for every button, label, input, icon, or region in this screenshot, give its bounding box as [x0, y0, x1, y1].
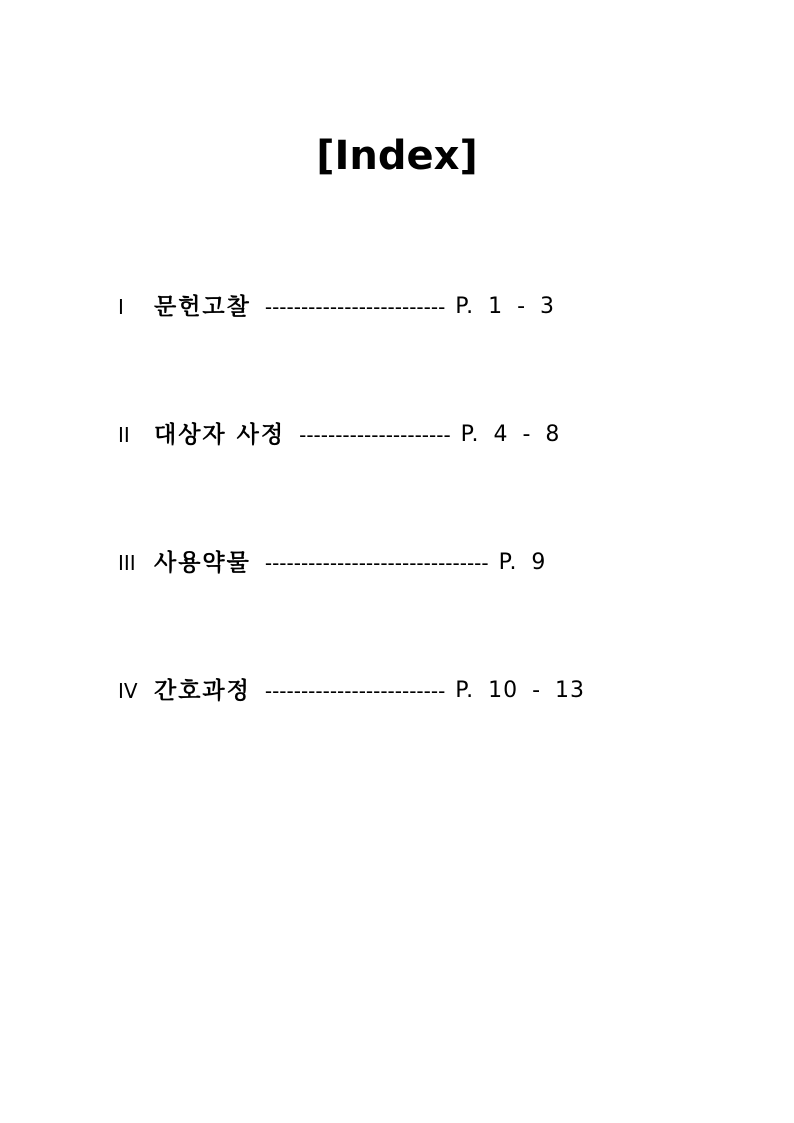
- toc-heading: 문헌고찰: [154, 294, 251, 320]
- page-title: [Index]: [316, 133, 478, 179]
- toc-page-range: P. 9: [498, 550, 547, 575]
- toc-page-range: P. 4 - 8: [460, 422, 561, 447]
- toc-page-range: P. 1 - 3: [455, 294, 556, 319]
- toc-leader: -------------------------: [264, 295, 446, 319]
- toc-entry-1: [118, 289, 555, 325]
- toc-numeral: IV: [118, 679, 138, 703]
- toc-numeral: III: [118, 551, 136, 575]
- toc-leader: -------------------------------: [264, 551, 489, 575]
- toc-numeral: II: [118, 423, 130, 447]
- toc-heading: 간호과정: [154, 678, 251, 704]
- toc-heading: 대상자 사정: [154, 422, 286, 448]
- toc-leader: -------------------------: [264, 679, 446, 703]
- toc-heading: 사용약물: [154, 550, 251, 576]
- toc-page-range: P. 10 - 13: [455, 678, 586, 703]
- toc-entry-3: [118, 545, 546, 581]
- toc-leader: ---------------------: [299, 423, 451, 447]
- toc-numeral: I: [118, 295, 124, 319]
- toc-entry-2: [118, 417, 560, 453]
- toc-entry-4: [118, 673, 585, 709]
